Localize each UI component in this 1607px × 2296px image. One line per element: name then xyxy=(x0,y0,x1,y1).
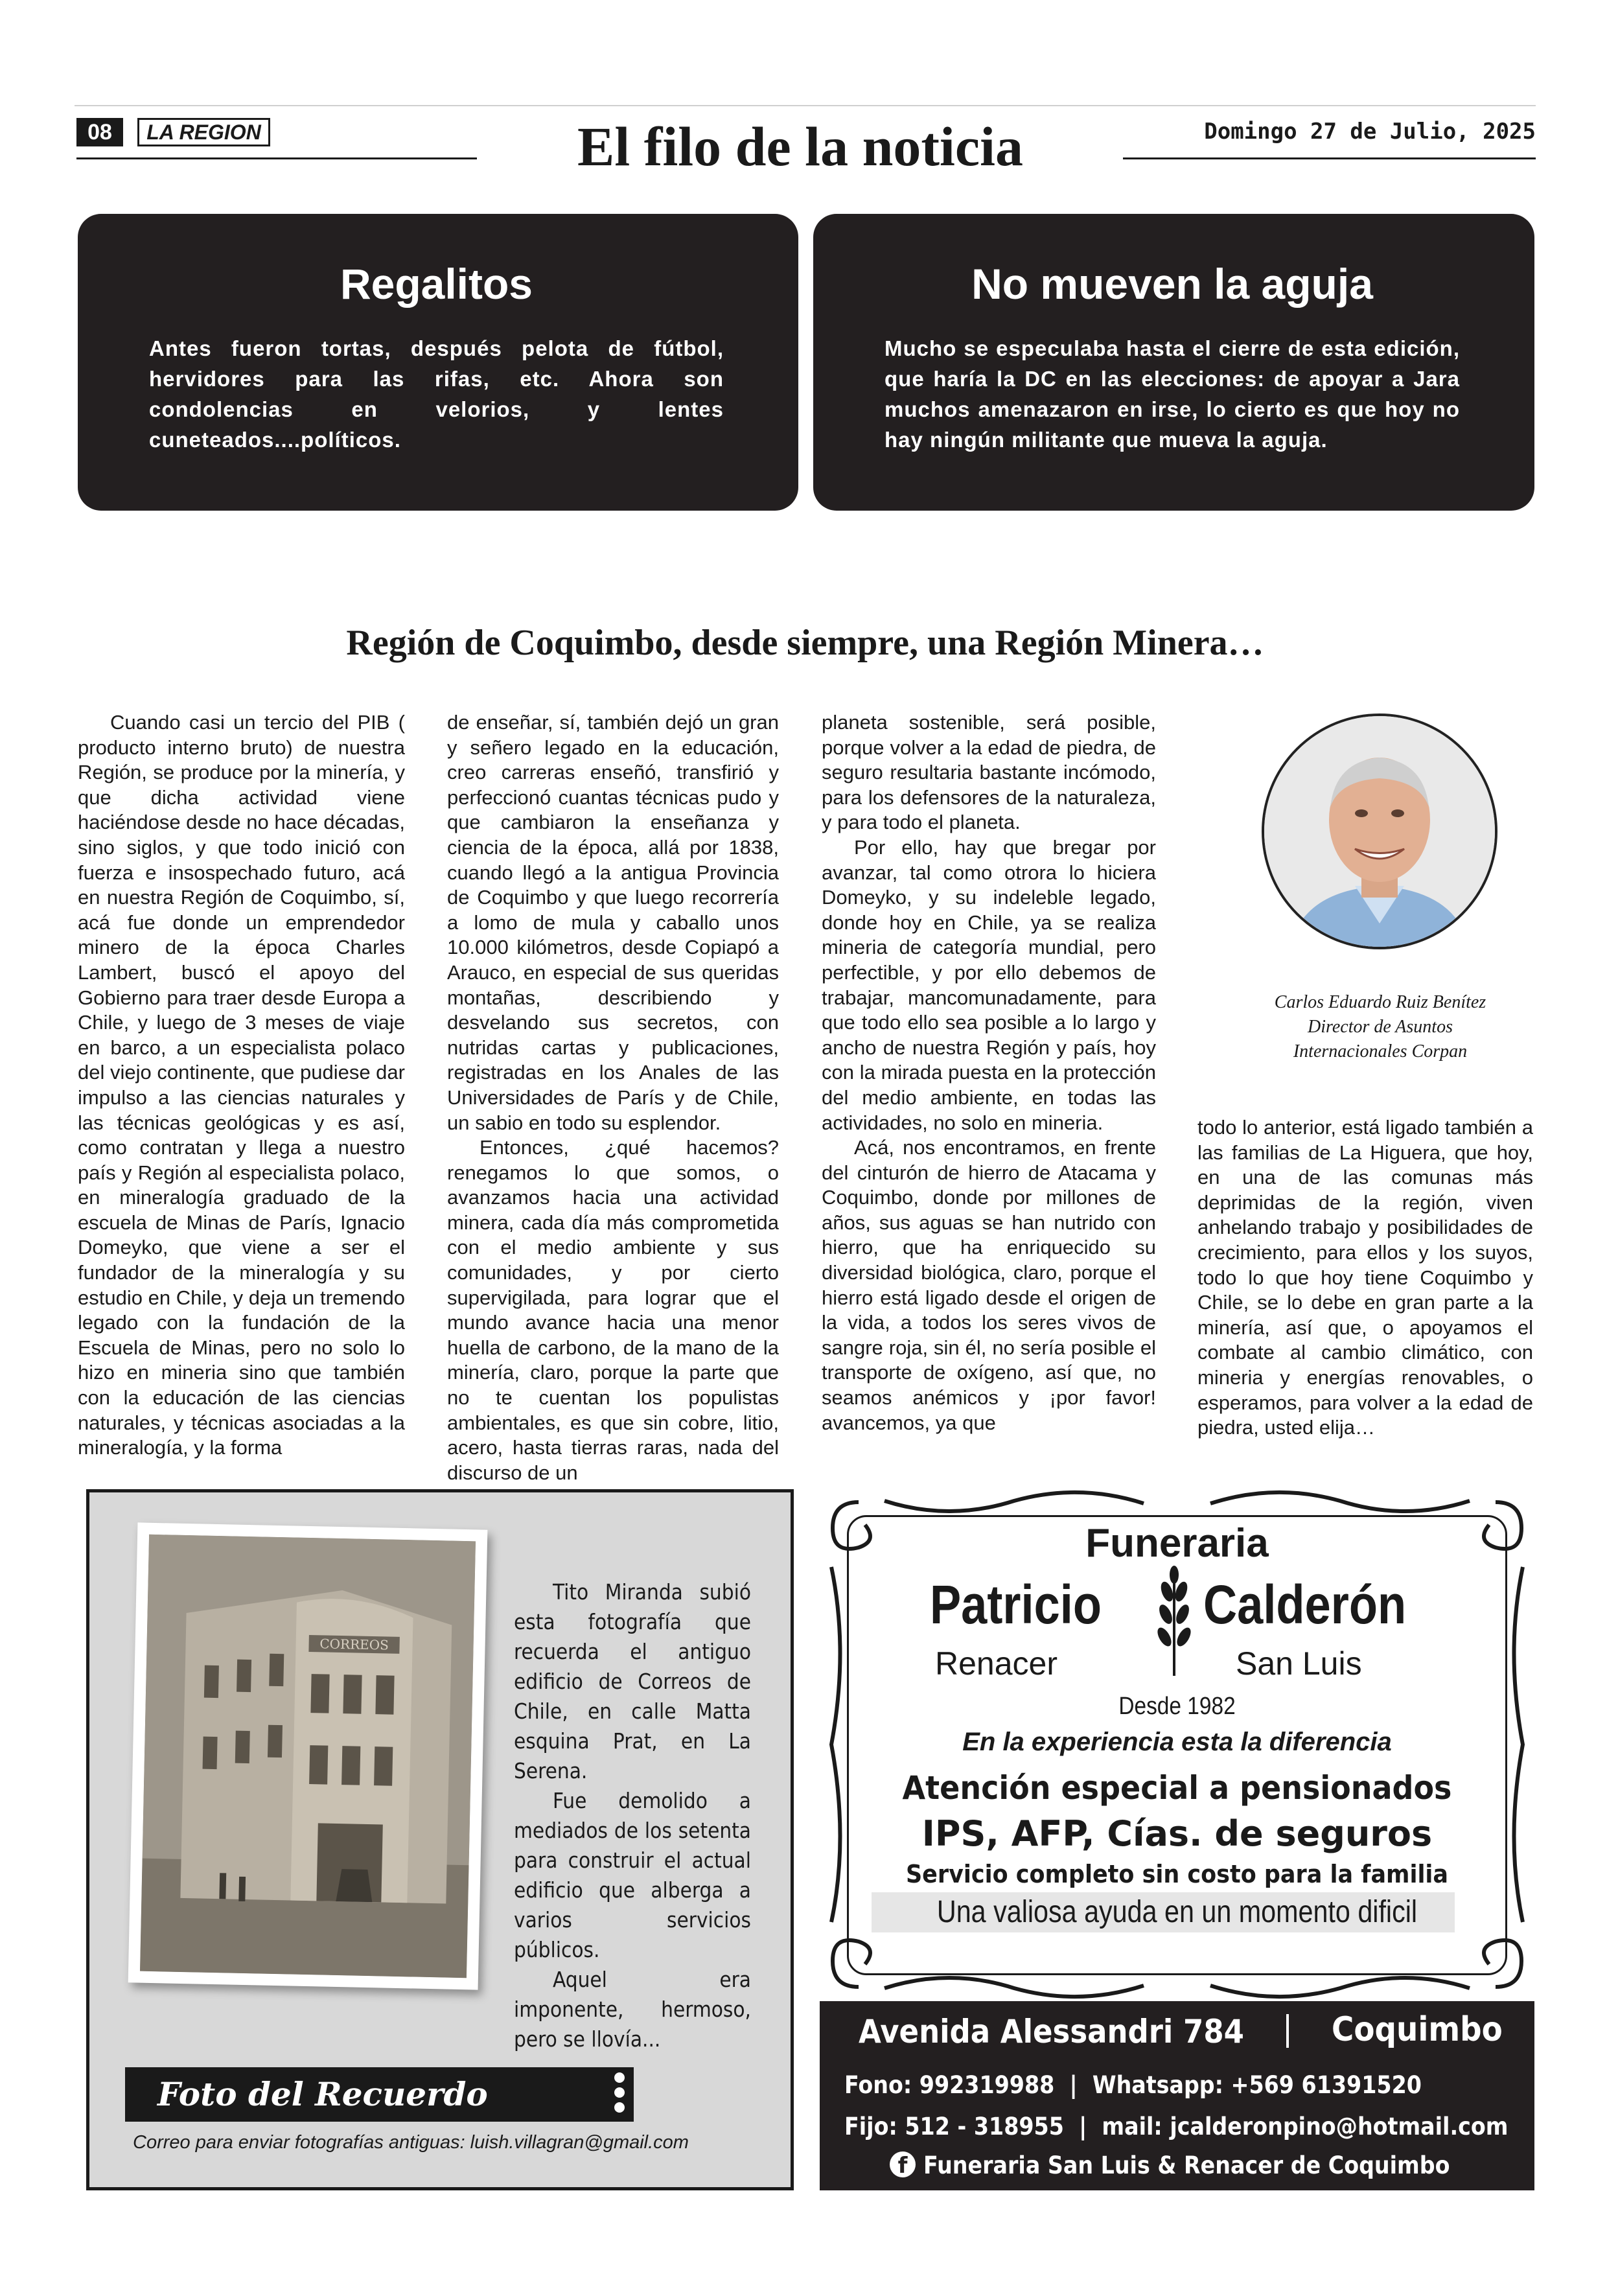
page-number: 08 xyxy=(76,118,123,146)
wheat-icon xyxy=(1151,1566,1197,1679)
article-column-1 xyxy=(78,710,405,1461)
header-line-right xyxy=(1123,157,1536,159)
brief-box-aguja xyxy=(813,214,1534,511)
article-column-3 xyxy=(822,710,1156,1435)
photo-paragraph: Aquel era imponente, hermoso, pero se llovía... xyxy=(514,1967,751,2052)
brief-box-regalitos xyxy=(78,214,798,511)
ad-landline-mail: Fijo: 512 - 318955 | mail: jcalderonpino@hotmail.com xyxy=(844,2113,1509,2140)
brief-title: Regalitos xyxy=(340,260,533,308)
article-paragraph: Entonces, ¿qué hacemos? renegamos lo que somos, o avanzamos hacia una actividad minera, cada día más comprometida con el medio ambiente y sus comunidades, y por cierto supervigilada, para lograr que el mundo avance hacia una menor huella de carbono, de la mano de la minería, claro, porque la parte que no te cuentan los populistas ambientales, es que sin cobre, litio, acero, hasta tierras raras, nada del discurso de un xyxy=(447,1136,779,1484)
ad-service: Servicio completo sin costo para la familia xyxy=(905,1860,1449,1888)
article-paragraph: todo lo anterior, está ligado también a las familias de La Higuera, que hoy, en una de las comunas más deprimidas de la región, viven anhelando trabajo y posibilidades de crecimiento, para ellos y los suyos, todo lo que hoy tiene Coquimbo y Chile, se lo debe en gran parte a la minería, así que, o apoyamos el combate al cambio climático, con mineria y energías renovables, o esperamos, para volver a la edad de piedra, usted elija… xyxy=(1197,1116,1533,1439)
brief-text: Antes fueron tortas, después pelota de fútbol, hervidores para las rifas, etc. Ahora son condolencias en velorios, y lentes cuneteados....políticos. xyxy=(149,336,724,452)
ad-city: Coquimbo xyxy=(1332,2010,1503,2049)
author-role: Director de Asuntos xyxy=(1308,1017,1453,1037)
correos-sign: CORREOS xyxy=(319,1636,389,1653)
historic-photo xyxy=(128,1522,488,1989)
ad-contact-bar xyxy=(820,2001,1534,2190)
ad-location-right: San Luis xyxy=(1236,1645,1362,1682)
issue-date: Domingo 27 de Julio, 2025 xyxy=(1204,119,1536,145)
ad-funeraria: Funeraria xyxy=(1085,1521,1269,1566)
masthead-logo: LA REGION xyxy=(137,118,270,146)
photo-paragraph: Fue demolido a mediados de los setenta para construir el actual edificio que alberga a varios servicios públicos. xyxy=(514,1788,751,1962)
dots-icon xyxy=(614,2072,625,2117)
ad-address: Avenida Alessandri 784 xyxy=(859,2013,1244,2050)
foto-recuerdo-label: Foto del Recuerdo xyxy=(125,2067,634,2122)
brief-text: Mucho se especulaba hasta el cierre de esta edición, que haría la DC en las elecciones: de apoyar a Jara muchos amenazaron en irse, lo cierto es que hoy no hay ningún militante que mueva la aguja. xyxy=(884,336,1460,452)
ad-tagline: Una valiosa ayuda en un momento dificil xyxy=(936,1895,1418,1929)
photo-paragraph: Tito Miranda subió esta fotografía que recuerda el antiguo edificio de Correos de Chile, en calle Matta esquina Prat, en La Serena. xyxy=(514,1579,751,1783)
header-rule xyxy=(75,105,1536,106)
ad-facebook: Funeraria San Luis & Renacer de Coquimbo xyxy=(923,2151,1450,2179)
ad-slogan: En la experiencia esta la diferencia xyxy=(962,1728,1392,1756)
article-paragraph: Acá, nos encontramos, en frente del cinturón de hierro de Atacama y Coquimbo, donde por millones de años, sus aguas se han nutrido con hierro, que ha enriquecido su diversidad biológica, claro, porque el hierro está ligado desde el origen de la vida, a todos los seres vivos de sangre roja, sin él, no sería posible el transporte de oxígeno, así que, no seamos anémicos y ¡por favor! avancemos, ya que xyxy=(822,1136,1156,1434)
author-name: Carlos Eduardo Ruiz Benítez xyxy=(1274,992,1486,1012)
article-column-2 xyxy=(447,710,779,1485)
ad-offer-2: IPS, AFP, Cías. de seguros xyxy=(921,1813,1433,1854)
article-column-4 xyxy=(1197,1115,1533,1441)
brief-title: No mueven la aguja xyxy=(971,260,1373,308)
funeral-advertisement xyxy=(820,1489,1534,2189)
ad-location-left: Renacer xyxy=(935,1645,1058,1682)
photo-submission-note: Correo para enviar fotografías antiguas: luish.villagran@gmail.com xyxy=(133,2132,689,2153)
article-title: Región de Coquimbo, desde siempre, una Región Minera… xyxy=(346,623,1264,663)
section-title: El filo de la noticia xyxy=(577,115,1023,178)
article-paragraph: Por ello, hay que bregar por avanzar, tal como otrora lo hiciera Domeyko, y su indeleble legado, donde hoy en Chile, ya se realiza mineria de categoría mundial, pero perfectible, y por ello debemos de trabajar, mancomunadamente, para que todo ello sea posible a lo largo y ancho de nuestra Región y país, hoy con la mirada puesta en la protección del medio ambiente, en todas las actividades, no solo en mineria. xyxy=(822,835,1156,1134)
author-caption xyxy=(1218,990,1542,1064)
author-org: Internacionales Corpan xyxy=(1293,1041,1468,1061)
ad-since: Desde 1982 xyxy=(1118,1693,1236,1720)
facebook-icon: f xyxy=(890,2151,916,2177)
ad-offer-1: Atención especial a pensionados xyxy=(902,1769,1452,1807)
header-line-left xyxy=(76,157,477,159)
photo-feature-text xyxy=(514,1577,751,2054)
ad-name-right: Calderón xyxy=(1203,1574,1407,1635)
article-paragraph: planeta sostenible, será posible, porque volver a la edad de piedra, de seguro resultaria bastante incómodo, para los defensores de la naturaleza, y para todo el planeta. xyxy=(822,711,1156,834)
article-paragraph: Cuando casi un tercio del PIB ( producto interno bruto) de nuestra Región, se produce por la minería, y que dicha actividad viene haciéndose desde no hace décadas, sino siglos, y que todo inició con fuerza e insospechado futuro, acá en nuestra Región de Coquimbo, sí, acá fue donde un emprendedor minero de la época Charles Lambert, buscó el apoyo del Gobierno para traer desde Europa a Chile, y luego de 3 meses de viaje en barco, a un especialista polaco del viejo continente, que pudiese dar impulso a las ciencias naturales y las técnicas geológicas y es así, como contratan y llega a nuestro país y Región al especialista polaco, en mineralogía graduado de la escuela de Minas de París, Ignacio Domeyko, que viene a ser el fundador de la mineralogía y su estudio en Chile, y deja un tremendo legado con la fundación de la Escuela de Minas, pero no solo lo hizo en mineria sino que también con la educación de las ciencias naturales, y técnicas asociadas a la mineralogía, y la forma xyxy=(78,711,406,1459)
ad-phones: Fono: 992319988 | Whatsapp: +569 61391520 xyxy=(844,2071,1422,2099)
article-paragraph: de enseñar, sí, también dejó un gran y señero legado en la educación, creo carreras enseñó, transfirió y perfeccionó cuantas técnicas pudo y que cambiaron la enseñanza y ciencia de la época, allá por 1838, cuando llegó a la antigua Provincia de Coquimbo y que luego recorrería a lomo de mula y caballo unos 10.000 kilómetros, desde Copiapó a Arauco, en especial de sus queridas montañas, describiendo y desvelando sus secretos, con nutridas cartas y publicaciones, registradas en los Anales de las Universidades de París y de Chile, un sabio en todo su esplendor. xyxy=(447,711,779,1134)
author-portrait xyxy=(1262,713,1497,949)
ad-name-left: Patricio xyxy=(930,1574,1102,1635)
